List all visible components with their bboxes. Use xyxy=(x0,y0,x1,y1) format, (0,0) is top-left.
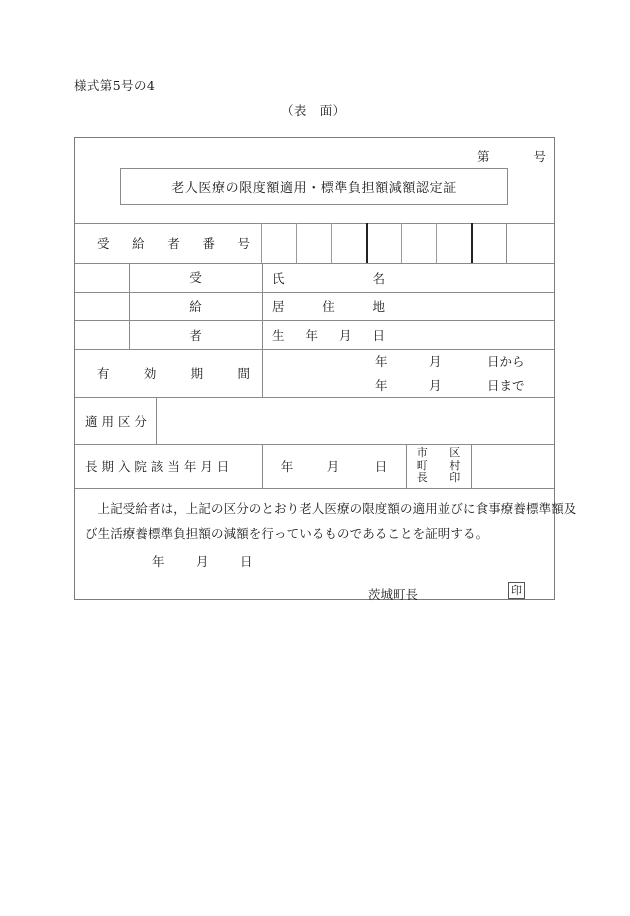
recipient-number-cell-7[interactable] xyxy=(471,223,506,263)
recipient-address-value[interactable] xyxy=(262,292,556,320)
recipient-number-cell-4[interactable] xyxy=(366,223,401,263)
recipient-number-cell-2[interactable] xyxy=(296,223,331,263)
long-term-date[interactable] xyxy=(262,444,406,488)
recipient-birthdate-label-char-3: 日 xyxy=(372,327,385,343)
recipient-group-label-char-2: 者 xyxy=(189,327,202,343)
recipient-group-label xyxy=(129,263,262,349)
municipality-seal-char-2: 町 xyxy=(416,458,428,472)
municipality-seal-char-4: 長 xyxy=(416,471,428,485)
recipient-number-cell-3[interactable] xyxy=(331,223,366,263)
valid-period-label-char-0: 有 xyxy=(97,366,110,381)
certificate-title: 老人医療の限度額適用・標準負担額減額認定証 xyxy=(171,181,457,196)
recipient-birthdate-label-char-0: 生 xyxy=(272,327,285,343)
recipient-number-cell-1[interactable] xyxy=(261,223,296,263)
valid-period-to-year: 年 xyxy=(375,378,388,393)
municipality-seal-char-3: 村 xyxy=(449,458,461,472)
valid-period-dates[interactable] xyxy=(375,349,525,397)
valid-period-divider xyxy=(262,349,263,397)
long-term-label: 長 期 入 院 該 当 年 月 日 xyxy=(85,459,230,474)
recipient-group-label-char-1: 給 xyxy=(189,298,202,314)
certificate-frame xyxy=(74,137,577,602)
certification-statement xyxy=(85,496,577,546)
form-number: 様式第5号の4 xyxy=(74,78,156,93)
valid-period-from-month: 月 xyxy=(429,354,442,369)
recipient-name-value[interactable] xyxy=(262,263,556,292)
side-label: （表 面） xyxy=(281,103,346,118)
recipient-number-cell-5[interactable] xyxy=(401,223,436,263)
recipient-address-label-char-2: 地 xyxy=(372,299,385,314)
recipient-group-label-char-0: 受 xyxy=(189,270,202,286)
valid-period-label-char-2: 期 xyxy=(190,366,204,381)
issue-date[interactable] xyxy=(152,552,252,570)
recipient-address-label-char-0: 居 xyxy=(272,299,285,314)
recipient-number-label-char-4: 号 xyxy=(237,236,250,251)
valid-period-label-char-1: 効 xyxy=(143,366,157,381)
certificate-number-line xyxy=(477,147,546,165)
valid-period-to-month: 月 xyxy=(429,378,442,393)
recipient-birthdate-value[interactable] xyxy=(262,320,556,349)
recipient-birthdate-label-char-1: 年 xyxy=(305,327,318,343)
municipality-seal-label xyxy=(406,444,471,488)
recipient-name-label-char-1: 名 xyxy=(372,270,385,286)
recipient-number-label-char-2: 者 xyxy=(167,236,180,251)
valid-period-from-year: 年 xyxy=(375,354,388,369)
issuer-seal-icon: 印 xyxy=(508,582,525,599)
recipient-address-label-char-1: 住 xyxy=(322,299,335,314)
valid-period-from-row[interactable] xyxy=(375,352,525,370)
issue-date-day: 日 xyxy=(239,554,253,569)
certificate-number-suffix: 号 xyxy=(533,149,546,164)
municipality-seal-char-1: 区 xyxy=(449,445,461,459)
valid-period-to-day: 日まで xyxy=(487,378,525,393)
certification-statement-line-1: 上記受給者は，上記の区分のとおり老人医療の限度額の適用並びに食事療養標準額及 xyxy=(85,501,577,516)
issue-date-year: 年 xyxy=(152,554,165,569)
municipality-seal-char-0: 市 xyxy=(416,445,428,459)
certificate-title-box xyxy=(120,168,508,205)
valid-period-label-char-3: 間 xyxy=(237,366,250,381)
recipient-name-label-char-0: 氏 xyxy=(272,270,285,286)
applicable-class-value[interactable] xyxy=(156,397,556,444)
valid-period-to-row[interactable] xyxy=(375,376,525,394)
recipient-number-label xyxy=(85,223,262,263)
recipient-number-label-char-0: 受 xyxy=(97,236,110,251)
recipient-number-label-char-3: 番 xyxy=(202,236,215,251)
municipality-seal-value[interactable] xyxy=(471,444,556,488)
recipient-birthdate-label-char-2: 月 xyxy=(338,327,352,343)
long-term-day: 日 xyxy=(374,459,388,474)
certification-statement-line-2: び生活療養標準負担額の減額を行っているものであることを証明する。 xyxy=(85,526,489,541)
issue-date-month: 月 xyxy=(195,554,209,569)
recipient-number-right-edge xyxy=(506,223,507,263)
municipality-seal-char-5: 印 xyxy=(449,471,461,485)
long-term-year: 年 xyxy=(280,459,294,474)
issuer-name: 茨城町長 xyxy=(368,587,419,602)
valid-period-label xyxy=(85,349,262,397)
valid-period-from-day: 日から xyxy=(487,354,525,369)
certificate-number-prefix: 第 xyxy=(477,149,490,164)
long-term-month: 月 xyxy=(326,459,340,474)
recipient-number-label-char-1: 給 xyxy=(132,236,145,251)
recipient-number-cell-6[interactable] xyxy=(436,223,471,263)
applicable-class-label: 適 用 区 分 xyxy=(85,413,147,429)
rule-above-statement xyxy=(75,488,554,489)
